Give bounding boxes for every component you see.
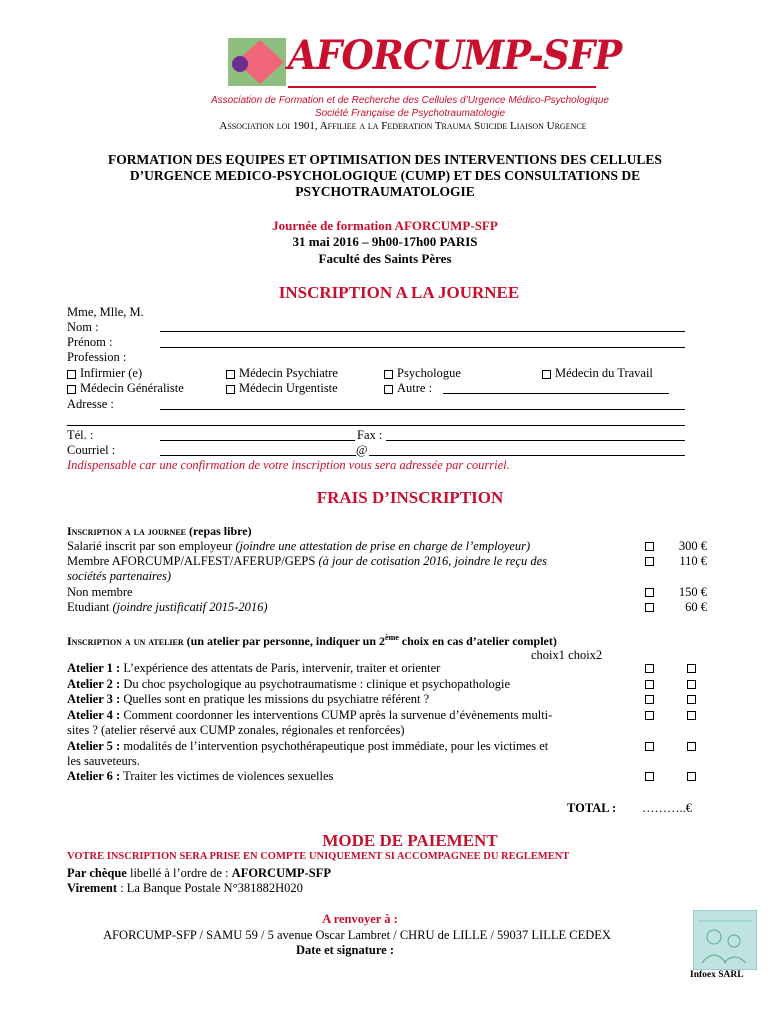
civility-label: Mme, Mlle, M. — [67, 305, 144, 319]
atelier-3-label: Atelier 3 : — [67, 692, 121, 706]
atelier-5-label: Atelier 5 : — [67, 739, 121, 753]
atelier-2-text: Du choc psychologique au psychotraumatisme : clinique et psychopathologie — [123, 677, 511, 691]
courriel-field-user[interactable] — [160, 455, 356, 456]
atelier-1-text: L’expérience des attentats de Paris, intervenir, traiter et orienter — [123, 661, 441, 675]
assoc-line-3: Association loi 1901, Affiliee a la Federation Trauma Suicide Liaison Urgence — [219, 120, 587, 132]
atelier-6-choix2[interactable] — [687, 772, 696, 781]
membre-note-2: sociétés partenaires) — [67, 569, 172, 583]
atelier-1-choix2[interactable] — [687, 664, 696, 673]
atelier-3-text: Quelles sont en pratique les missions du psychiatre référent ? — [123, 692, 430, 706]
atelier-3-choix1[interactable] — [645, 695, 654, 704]
opt-travail-label: Médecin du Travail — [555, 366, 653, 380]
opt-infirmier-label: Infirmier (e) — [80, 366, 143, 380]
autre-field[interactable] — [443, 393, 669, 394]
choix-header: choix1 choix2 — [531, 648, 603, 662]
prenom-field[interactable] — [160, 347, 685, 348]
total-value[interactable]: ………..€ — [642, 801, 692, 815]
virement-row — [67, 881, 303, 896]
atelier-2-choix1[interactable] — [645, 680, 654, 689]
atelier-sub-b: choix en cas d’atelier complet) — [398, 634, 557, 648]
atelier-4 — [67, 708, 552, 723]
membre-checkbox[interactable] — [645, 557, 654, 566]
checkbox-icon[interactable] — [226, 370, 235, 379]
logo-emblem-icon — [226, 36, 292, 90]
atelier-4-text-2: sites ? (atelier réservé aux CUMP zonales, régionales et renforcées) — [67, 723, 405, 737]
opt-autre-label: Autre : — [397, 381, 433, 395]
etudiant-label: Etudiant — [67, 600, 110, 614]
cheque-text: libellé à l’ordre de : — [129, 866, 229, 880]
non-membre-checkbox[interactable] — [645, 588, 654, 597]
adresse-field-1[interactable] — [160, 409, 685, 410]
atelier-3-choix2[interactable] — [687, 695, 696, 704]
opt-autre[interactable] — [384, 381, 432, 396]
checkbox-icon[interactable] — [384, 370, 393, 379]
journee-label: Inscription a la journee — [67, 524, 187, 538]
atelier-1-label: Atelier 1 : — [67, 661, 121, 675]
event-name: Journée de formation AFORCUMP-SFP — [272, 218, 498, 233]
opt-psychologue[interactable] — [384, 366, 461, 381]
atelier-5-text: modalités de l’intervention psychothérapeutique post immédiate, pour les victimes et — [123, 739, 549, 753]
salarie-checkbox[interactable] — [645, 542, 654, 551]
atelier-4-choix2[interactable] — [687, 711, 696, 720]
atelier-5-choix1[interactable] — [645, 742, 654, 751]
journee-sub: (repas libre) — [189, 524, 252, 538]
main-title-line-1: FORMATION DES EQUIPES ET OPTIMISATION DES INTERVENTIONS DES CELLULES — [108, 152, 662, 167]
at-sign: @ — [356, 443, 368, 457]
opt-psychologue-label: Psychologue — [397, 366, 461, 380]
membre-label: Membre AFORCUMP/ALFEST/AFERUP/GEPS — [67, 554, 316, 568]
etudiant-note: (joindre justificatif 2015-2016) — [112, 600, 268, 614]
event-place: Faculté des Saints Pères — [318, 251, 452, 266]
return-address: AFORCUMP-SFP / SAMU 59 / 5 avenue Oscar Lambret / CHRU de LILLE / 59037 LILLE CEDEX — [103, 928, 611, 942]
renvoyer-label: A renvoyer à : — [322, 912, 398, 926]
main-title-line-2: D’URGENCE MEDICO-PSYCHOLOGIQUE (CUMP) ET DES CONSULTATIONS DE — [129, 168, 641, 183]
opt-psychiatre[interactable] — [226, 366, 338, 381]
virement-text: : La Banque Postale N°381882H020 — [120, 881, 303, 895]
checkbox-icon[interactable] — [542, 370, 551, 379]
atelier-5-text-2: les sauveteurs. — [67, 754, 140, 768]
opt-infirmier[interactable] — [67, 366, 142, 381]
atelier-5-choix2[interactable] — [687, 742, 696, 751]
atelier-4-text: Comment coordonner les interventions CUMP après la survenue d’évènements multi- — [123, 708, 553, 722]
checkbox-icon[interactable] — [67, 385, 76, 394]
cheque-label: Par chèque — [67, 866, 127, 880]
atelier-6-label: Atelier 6 : — [67, 769, 121, 783]
journee-section-label — [67, 524, 252, 539]
opt-psychiatre-label: Médecin Psychiatre — [239, 366, 338, 380]
atelier-5 — [67, 739, 548, 754]
atelier-sub-a: (un atelier par personne, indiquer un 2 — [186, 634, 386, 648]
atelier-1-choix1[interactable] — [645, 664, 654, 673]
etudiant-checkbox[interactable] — [645, 603, 654, 612]
atelier-4-choix1[interactable] — [645, 711, 654, 720]
salarie-note: (joindre une attestation de prise en charge de l’employeur) — [235, 539, 531, 553]
adresse-field-2[interactable] — [67, 425, 685, 426]
atelier-1 — [67, 661, 440, 676]
email-note: Indispensable car une confirmation de votre inscription vous sera adressée par courriel. — [67, 458, 510, 472]
nom-label: Nom : — [67, 320, 99, 334]
logo-underline — [288, 86, 596, 88]
checkbox-icon[interactable] — [226, 385, 235, 394]
cheque-row — [67, 866, 331, 881]
frais-heading: FRAIS D’INSCRIPTION — [316, 488, 504, 507]
atelier-6-choix1[interactable] — [645, 772, 654, 781]
virement-label: Virement — [67, 881, 117, 895]
total-label: TOTAL : — [567, 801, 617, 815]
membre-note-1: (à jour de cotisation 2016, joindre le reçu des — [318, 554, 547, 568]
profession-label: Profession : — [67, 350, 127, 364]
courriel-label: Courriel : — [67, 443, 116, 457]
opt-travail[interactable] — [542, 366, 653, 381]
adresse-label: Adresse : — [67, 397, 114, 411]
atelier-6-text: Traiter les victimes de violences sexuelles — [123, 769, 334, 783]
infoex-logo — [693, 910, 757, 970]
atelier-4-label: Atelier 4 : — [67, 708, 121, 722]
etudiant-price: 60 € — [685, 600, 707, 614]
main-title-line-3: PSYCHOTRAUMATOLOGIE — [295, 184, 475, 199]
salarie-price: 300 € — [678, 539, 707, 553]
atelier-2 — [67, 677, 510, 692]
non-membre-label: Non membre — [67, 585, 133, 599]
salarie-row — [67, 539, 530, 554]
logo — [226, 32, 622, 92]
cheque-to: AFORCUMP-SFP — [231, 866, 331, 880]
infoex-label: Infoex SARL — [690, 970, 744, 980]
atelier-section-label — [67, 633, 557, 649]
salarie-label: Salarié inscrit par son employeur — [67, 539, 233, 553]
atelier-label: Inscription a un atelier — [67, 634, 184, 648]
opt-generaliste-label: Médecin Généraliste — [80, 381, 184, 395]
infoex-figures-icon — [694, 911, 756, 969]
checkbox-icon[interactable] — [67, 370, 76, 379]
nom-field[interactable] — [160, 331, 685, 332]
tel-field[interactable] — [160, 440, 355, 441]
atelier-3 — [67, 692, 429, 707]
atelier-sup: ème — [385, 633, 399, 642]
paiement-notice: VOTRE INSCRIPTION SERA PRISE EN COMPTE UNIQUEMENT SI ACCOMPAGNEE DU REGLEMENT — [67, 851, 570, 862]
opt-generaliste[interactable] — [67, 381, 184, 396]
fax-field[interactable] — [386, 440, 685, 441]
assoc-line-2: Société Française de Psychotraumatologie — [314, 108, 506, 119]
courriel-field-domain[interactable] — [369, 455, 685, 456]
fax-label: Fax : — [357, 428, 383, 442]
signature-label: Date et signature : — [295, 943, 394, 957]
logo-text: AFORCUMP-SFP — [288, 32, 622, 79]
non-membre-price: 150 € — [678, 585, 707, 599]
assoc-line-1: Association de Formation et de Recherche des Cellules d’Urgence Médico-Psychologique — [211, 95, 609, 106]
etudiant-row — [67, 600, 268, 615]
atelier-2-label: Atelier 2 : — [67, 677, 121, 691]
checkbox-icon[interactable] — [384, 385, 393, 394]
paiement-heading: MODE DE PAIEMENT — [322, 831, 498, 850]
tel-label: Tél. : — [67, 428, 94, 442]
membre-price: 110 € — [679, 554, 707, 568]
membre-row — [67, 554, 547, 569]
opt-urgentiste-label: Médecin Urgentiste — [239, 381, 338, 395]
opt-urgentiste[interactable] — [226, 381, 338, 396]
atelier-2-choix2[interactable] — [687, 680, 696, 689]
inscription-heading: INSCRIPTION A LA JOURNEE — [278, 283, 520, 302]
event-date: 31 mai 2016 – 9h00-17h00 PARIS — [292, 234, 478, 249]
atelier-6 — [67, 769, 333, 784]
prenom-label: Prénom : — [67, 335, 113, 349]
